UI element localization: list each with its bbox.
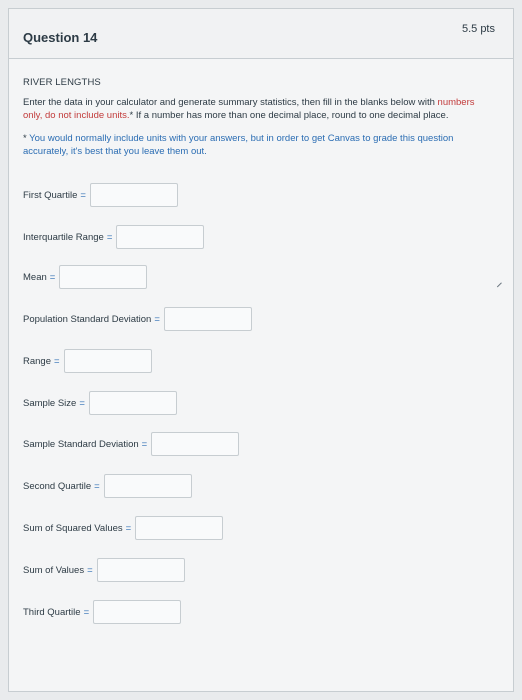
field-third-quartile xyxy=(23,600,181,624)
field-sum-of-squared-values xyxy=(23,516,223,540)
field-sample-standard-deviation xyxy=(23,432,239,456)
equals-sign: = xyxy=(49,271,56,283)
sample-size-input[interactable] xyxy=(89,391,177,415)
field-sample-size xyxy=(23,391,177,415)
equals-sign: = xyxy=(94,480,100,492)
instructions xyxy=(23,96,493,122)
third-quartile-input[interactable] xyxy=(93,600,181,624)
question-body xyxy=(9,59,513,158)
field-label: Sample Size xyxy=(23,397,77,409)
equals-sign: = xyxy=(106,231,113,243)
field-population-standard-deviation xyxy=(23,307,252,331)
field-second-quartile xyxy=(23,474,192,498)
question-card xyxy=(8,8,514,692)
instructions-text: Enter the data in your calculator and generate summary statistics, then fill in the blanks below with xyxy=(23,97,438,108)
field-interquartile-range xyxy=(23,225,204,249)
equals-sign: = xyxy=(125,522,132,534)
mean-input[interactable] xyxy=(59,265,147,289)
range-input[interactable] xyxy=(64,349,152,373)
field-label: Range xyxy=(23,355,51,367)
sum-of-values-input[interactable] xyxy=(97,558,185,582)
equals-sign: = xyxy=(154,313,160,325)
field-label: Sum of Squared Values xyxy=(23,522,123,534)
field-label: Sample Standard Deviation xyxy=(23,438,139,450)
note-prefix: * xyxy=(23,133,30,144)
field-label: Second Quartile xyxy=(23,480,92,492)
equals-sign: = xyxy=(79,397,85,409)
question-title: Question 14 xyxy=(23,30,98,45)
section-title: RIVER LENGTHS xyxy=(23,77,101,88)
first-quartile-input[interactable] xyxy=(90,183,178,207)
field-mean xyxy=(23,265,147,289)
population-standard-deviation-input[interactable] xyxy=(164,307,252,331)
note-text: You would normally include units with your answers, but in order to get Canvas to grade this question accurately, it's best that you leave them out. xyxy=(23,133,454,157)
field-label: Sum of Values xyxy=(23,564,85,576)
sample-standard-deviation-input[interactable] xyxy=(151,432,239,456)
field-sum-of-values xyxy=(23,558,185,582)
equals-sign: = xyxy=(80,189,86,201)
field-label: Mean xyxy=(23,271,47,283)
field-range xyxy=(23,349,152,373)
field-first-quartile xyxy=(23,183,178,207)
equals-sign: = xyxy=(87,564,93,576)
field-label: Interquartile Range xyxy=(23,231,104,243)
instructions-rounding-text: * If a number has more than one decimal place, round to one decimal place. xyxy=(129,110,449,121)
interquartile-range-input[interactable] xyxy=(116,225,204,249)
field-label: Population Standard Deviation xyxy=(23,313,152,325)
equals-sign: = xyxy=(83,606,90,618)
units-note xyxy=(23,132,483,158)
second-quartile-input[interactable] xyxy=(104,474,192,498)
field-label: First Quartile xyxy=(23,189,78,201)
equals-sign: = xyxy=(141,438,148,450)
question-points: 5.5 pts xyxy=(461,22,495,35)
question-header xyxy=(9,9,513,59)
field-label: Third Quartile xyxy=(23,606,81,618)
sum-of-squared-values-input[interactable] xyxy=(135,516,223,540)
instructions-red-text: numbers only, do not include units. xyxy=(23,97,475,121)
equals-sign: = xyxy=(54,355,60,367)
